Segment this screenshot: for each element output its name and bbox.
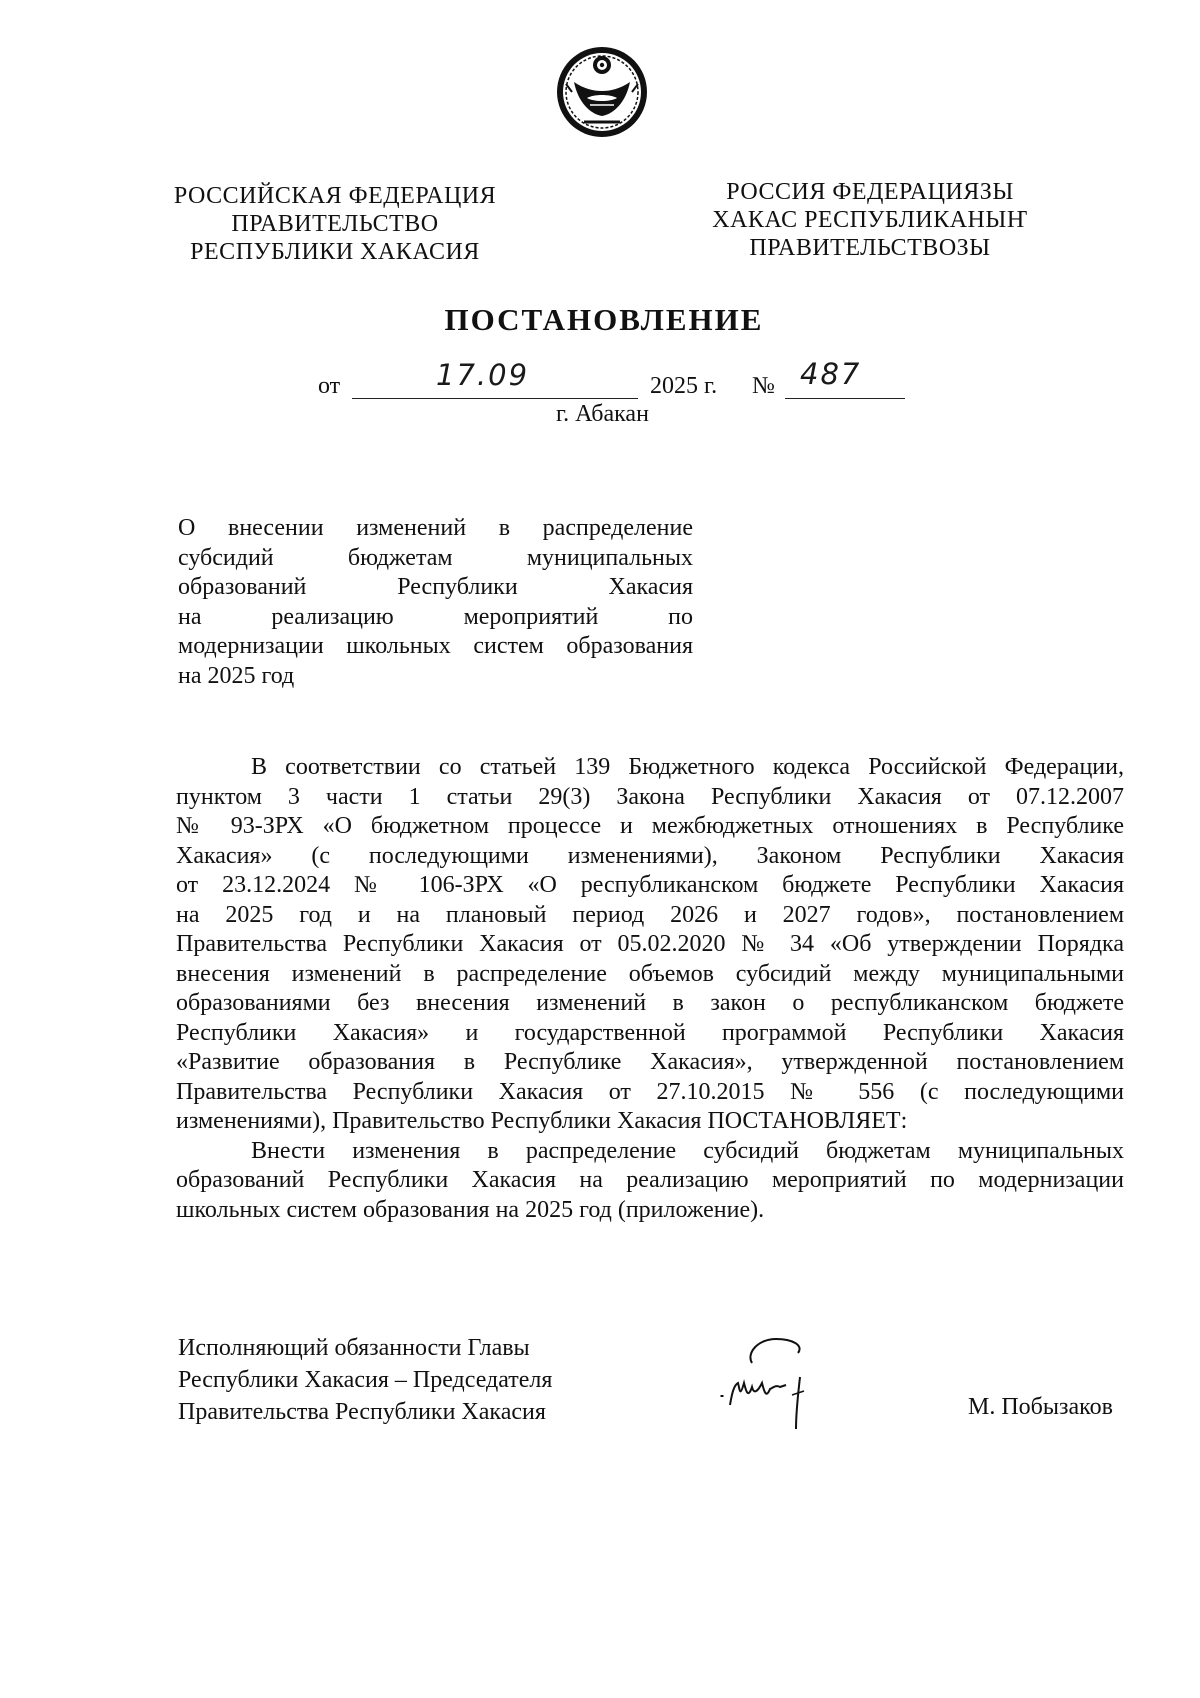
subject-line: О внесении изменений в распределение	[178, 515, 693, 541]
body-line: от 23.12.2024 № 106-ЗРХ «О республиканском бюджете Республики Хакасия	[176, 872, 1124, 898]
header-left-line-2: ПРАВИТЕЛЬСТВО	[231, 211, 439, 237]
header-right	[705, 178, 1035, 262]
signer-name: М. Побызаков	[968, 1394, 1113, 1420]
body-line: Правительства Республики Хакасия от 05.02.2020 № 34 «Об утверждении Порядка	[176, 931, 1124, 957]
body-line: образованиями без внесения изменений в закон о республиканском бюджете	[176, 990, 1124, 1016]
subject-line: на реализацию мероприятий по	[178, 603, 693, 630]
body-line: образований Республики Хакасия на реализацию мероприятий по модернизации	[176, 1167, 1124, 1193]
header-left-line-1: РОССИЙСКАЯ ФЕДЕРАЦИЯ	[173, 183, 497, 209]
header-right-line-3: ПРАВИТЕЛЬСТВОЗЫ	[749, 235, 991, 261]
signer-position	[178, 1332, 552, 1428]
header-left	[170, 182, 500, 266]
body-line: № 93-ЗРХ «О бюджетном процессе и межбюджетных отношениях в Республике	[176, 813, 1124, 839]
body-line: В соответствии со статьей 139 Бюджетного кодекса Российской Федерации,	[251, 754, 1124, 780]
signer-position-line: Правительства Республики Хакасия	[178, 1399, 546, 1425]
body-line: на 2025 год и на плановый период 2026 и 2027 годов», постановлением	[176, 901, 1124, 928]
body-line: изменениями), Правительство Республики Хакасия ПОСТАНОВЛЯЕТ:	[176, 1108, 908, 1134]
subject-line: субсидий бюджетам муниципальных	[178, 544, 693, 571]
number-underline	[785, 398, 905, 399]
subject-line: на 2025 год	[178, 662, 295, 689]
year-label: 2025 г.	[650, 373, 718, 399]
body-line: «Развитие образования в Республике Хакасия», утвержденной постановлением	[176, 1049, 1124, 1075]
handwritten-signature-icon	[700, 1325, 840, 1445]
header-right-line-2: ХАКАС РЕСПУБЛИКАНЫҤ	[712, 207, 1028, 233]
subject-line: образований Республики Хакасия	[178, 574, 693, 600]
body-line: внесения изменений в распределение объемов субсидий между муниципальными	[176, 960, 1124, 987]
coat-of-arms-emblem	[554, 42, 650, 142]
body-line: Республики Хакасия» и государственной программой Республики Хакасия	[176, 1019, 1124, 1046]
document-body	[176, 753, 1124, 1225]
date-handwritten: 17.09	[436, 358, 530, 392]
document-title: ПОСТАНОВЛЕНИЕ	[444, 302, 764, 337]
header-left-line-3: РЕСПУБЛИКИ ХАКАСИЯ	[190, 239, 480, 265]
header-right-line-1: РОССИЯ ФЕДЕРАЦИЯЗЫ	[726, 179, 1014, 205]
date-prefix: от	[318, 373, 341, 399]
body-line: пунктом 3 части 1 статьи 29(3) Закона Республики Хакасия от 07.12.2007	[176, 783, 1124, 810]
document-subject	[178, 514, 693, 691]
signer-position-line: Республики Хакасия – Председателя	[178, 1367, 553, 1393]
body-line: Правительства Республики Хакасия от 27.10.2015 № 556 (с последующими	[176, 1078, 1124, 1105]
body-line: Хакасия» (с последующими изменениями), Законом Республики Хакасия	[176, 842, 1124, 869]
body-line: школьных систем образования на 2025 год (приложение).	[176, 1196, 765, 1223]
number-prefix: №	[752, 373, 775, 399]
date-underline	[352, 398, 638, 399]
body-line: Внести изменения в распределение субсидий бюджетам муниципальных	[251, 1137, 1124, 1164]
number-handwritten: 487	[800, 357, 862, 391]
signer-position-line: Исполняющий обязанности Главы	[178, 1335, 530, 1361]
subject-line: модернизации школьных систем образования	[178, 633, 693, 659]
city-label: г. Абакан	[556, 401, 649, 427]
